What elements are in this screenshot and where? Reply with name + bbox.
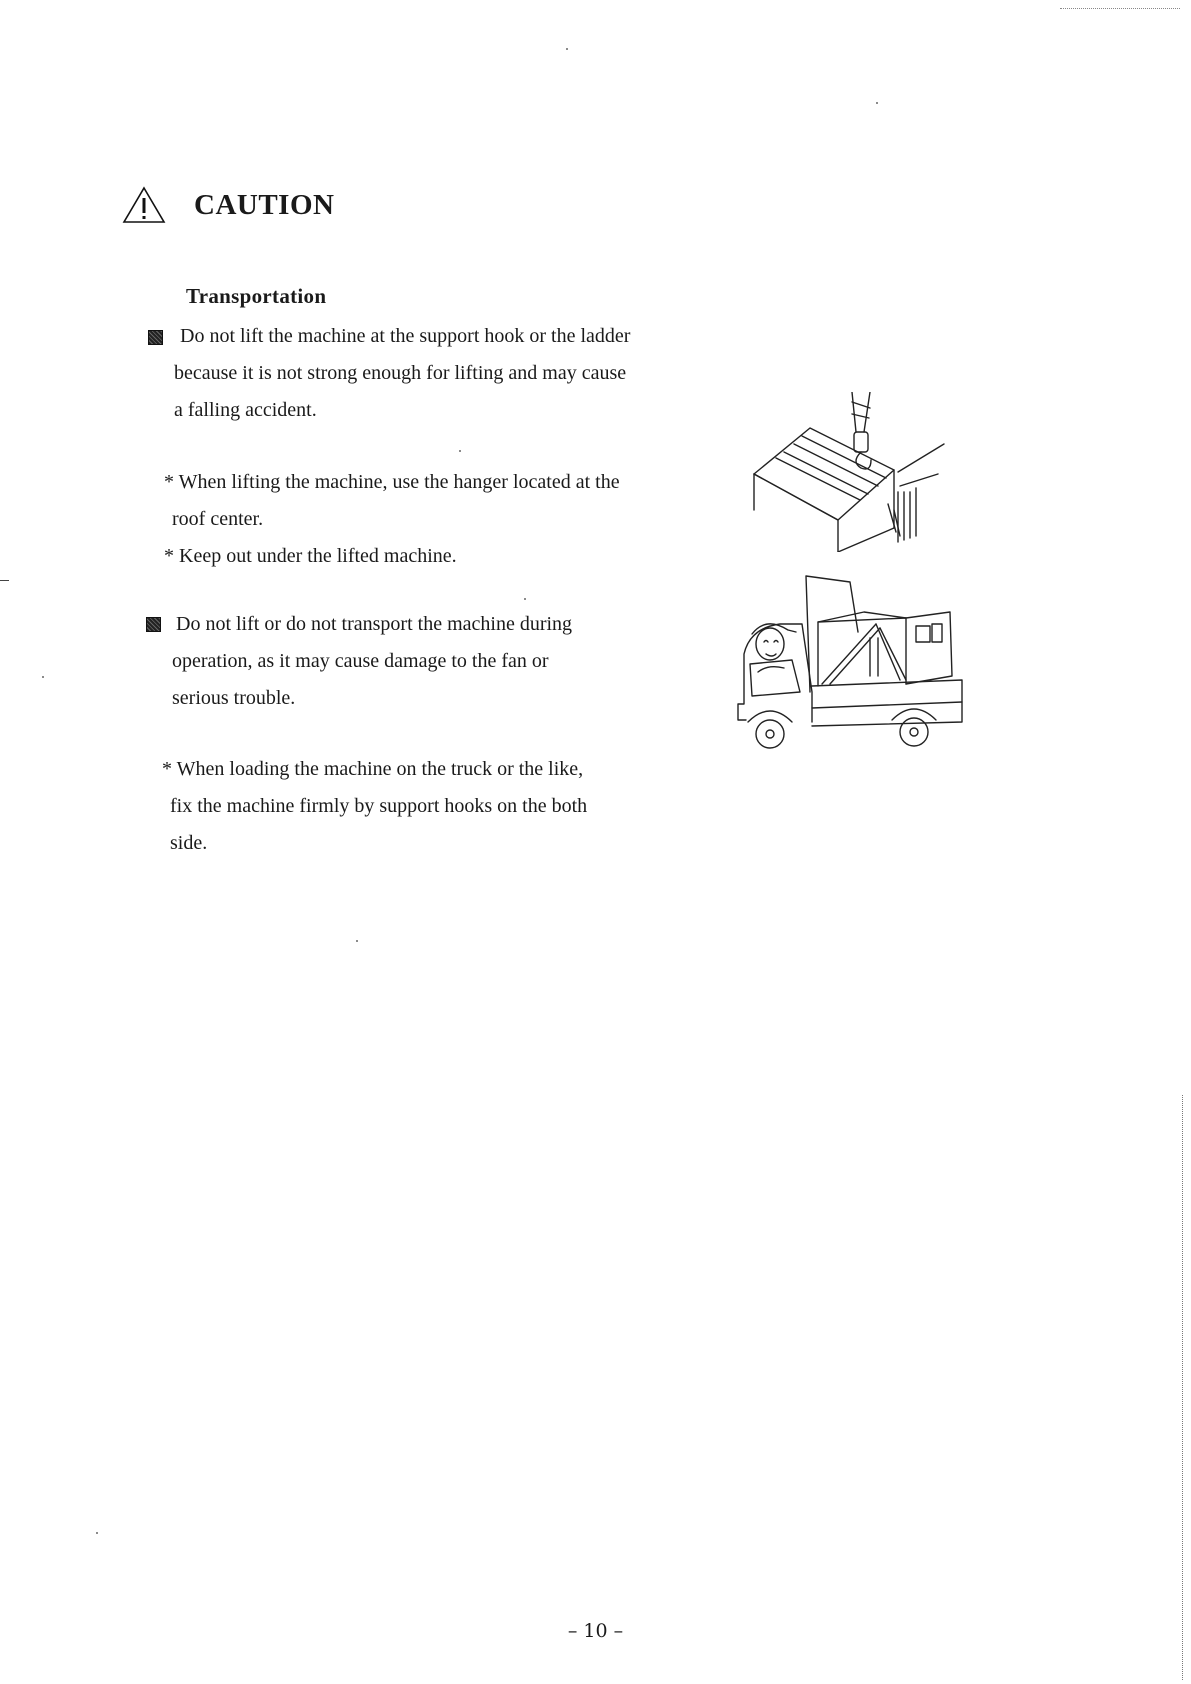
caution-item-1 [174,318,631,429]
truck-transport-illustration [730,572,970,752]
text-line: a falling accident. [174,399,317,421]
bullet-icon [148,330,163,345]
text-line: serious trouble. [172,687,296,709]
caution-item-2 [172,606,573,717]
scan-speck [42,676,44,678]
scan-artifact-top [1060,8,1180,9]
scan-speck [566,48,568,50]
scan-artifact-right [1182,1095,1183,1680]
scan-speck [459,450,461,452]
crane-lifting-machine-illustration [748,392,948,552]
scan-speck [876,102,878,104]
scan-speck [356,940,358,942]
warning-triangle-icon [122,186,166,224]
section-title: Transportation [186,284,327,308]
note-hanger [164,464,620,538]
note-keep-out [164,538,457,575]
text-line: side. [170,832,208,854]
page-title: CAUTION [194,188,335,221]
bullet-icon [146,617,161,632]
text-line: Do not lift the machine at the support hook or the ladder [180,325,631,347]
text-line: because it is not strong enough for lifting and may cause [174,362,627,384]
page-number: – 10 – [567,1620,624,1642]
text-line: * When lifting the machine, use the hanger located at the [164,471,620,493]
text-line: * Keep out under the lifted machine. [164,545,457,567]
caution-header [122,186,334,224]
note-truck-loading [162,751,587,862]
scan-speck [96,1532,98,1534]
text-line: * When loading the machine on the truck or the like, [162,758,584,780]
text-line: fix the machine firmly by support hooks on the both [170,795,588,817]
text-line: operation, as it may cause damage to the fan or [172,650,549,672]
text-line: Do not lift or do not transport the machine during [176,613,573,635]
scan-speck [524,598,526,600]
text-line: roof center. [172,508,264,530]
scan-artifact-left [0,580,9,581]
